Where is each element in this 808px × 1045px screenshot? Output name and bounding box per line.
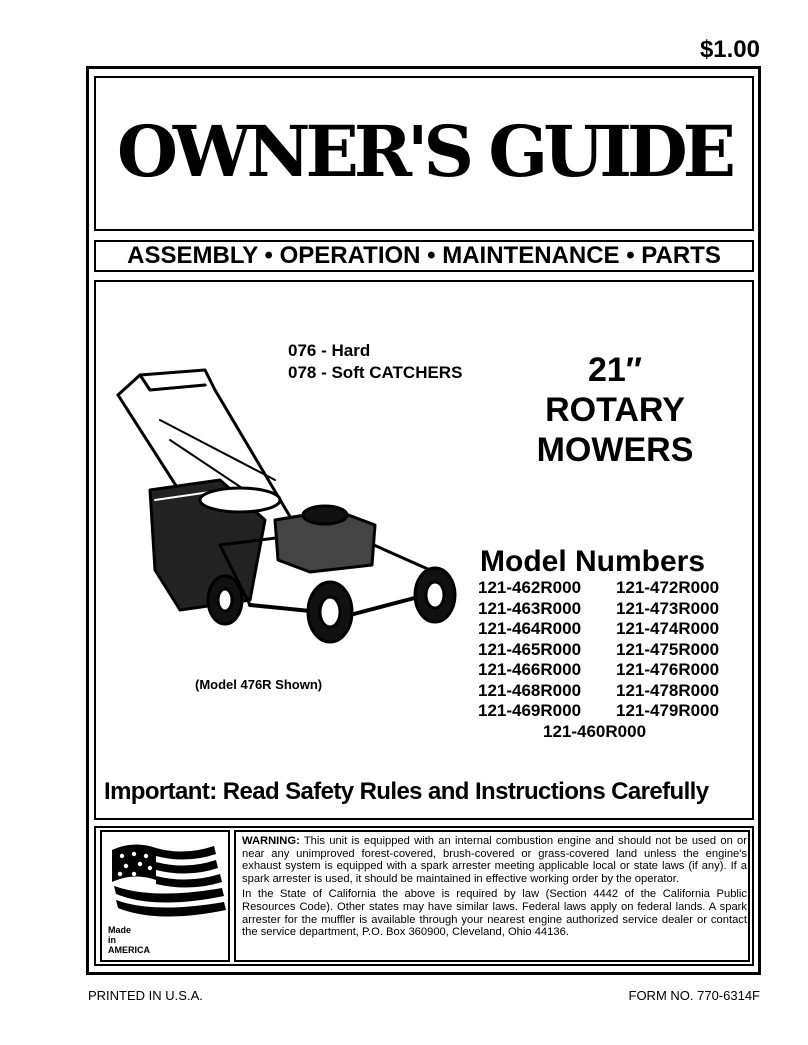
model-number: 121-462R000: [478, 578, 582, 597]
subtitle-box: [94, 240, 754, 272]
model-numbers-heading: Model Numbers: [480, 545, 706, 578]
model-number: 121-474R000: [616, 619, 720, 638]
title-box: [94, 76, 754, 231]
warning-text: [242, 835, 747, 942]
page-title: OWNER'S GUIDE: [116, 110, 732, 193]
printed-in-label: PRINTED IN U.S.A.: [88, 988, 203, 1003]
model-number: 121-473R000: [616, 598, 720, 618]
form-number: FORM NO. 770-6314F: [628, 988, 760, 1003]
model-number: 121-476R000: [616, 660, 720, 679]
model-number: 121-468R000: [478, 680, 582, 700]
product-size: 21″: [587, 351, 643, 389]
product-heading: [510, 350, 720, 470]
model-number: 121-478R000: [616, 680, 720, 700]
model-number: 121-466R000: [478, 660, 582, 679]
important-notice: Important: Read Safety Rules and Instructions Carefully: [104, 778, 709, 805]
product-line1: ROTARY: [545, 391, 685, 429]
model-number-table: [478, 578, 738, 722]
image-caption: (Model 476R Shown): [195, 677, 323, 692]
model-number: 121-475R000: [616, 639, 720, 659]
model-number: 121-464R000: [478, 619, 582, 638]
model-number: 121-472R000: [616, 578, 720, 597]
model-number: 121-463R000: [478, 598, 582, 618]
warning-paragraph-1: This unit is equipped with an internal combustion engine and should not be used on or near any unimproved forest-covered, brush-covered or grass-covered land unless the engine's exhaust system is equipped with a spark arrester meeting applicable local or state laws (if any). If a spark arrester is used, it should be maintained in effective working order by the operator.: [242, 835, 747, 885]
model-number-extra: 121-460R000: [543, 722, 647, 741]
warning-paragraph-2: In the State of California the above is required by law (Section 4442 of the California Public Resources Code). Other states may have similar laws. Federal laws apply on federal lands. A spark arrester for the muffler is available through your nearest engine authorized service dealer or contact the service department, P.O. Box 360900, Cleveland, Ohio 44136.: [242, 888, 747, 939]
american-flag-icon: [104, 836, 228, 926]
catcher-soft: 078 - Soft CATCHERS: [288, 363, 463, 382]
product-line2: MOWERS: [536, 431, 694, 469]
model-number: 121-479R000: [616, 701, 720, 720]
model-number: 121-469R000: [478, 701, 582, 720]
price-label: $1.00: [699, 36, 760, 63]
subtitle: ASSEMBLY • OPERATION • MAINTENANCE • PARTS: [127, 242, 721, 269]
warning-label: WARNING:: [242, 835, 300, 847]
catcher-hard: 076 - Hard: [288, 341, 371, 360]
made-in-america: Made in AMERICA: [108, 925, 150, 955]
model-number: 121-465R000: [478, 639, 582, 659]
mower-illustration: [110, 360, 470, 670]
